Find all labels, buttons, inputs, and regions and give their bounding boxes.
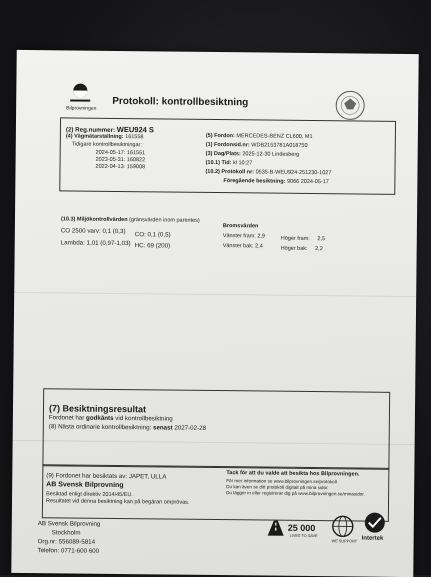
seal-icon xyxy=(334,89,366,121)
thanks-line: Du lägger in eller registrerar dig på www.bilprovningen.se/minasidor. xyxy=(226,490,365,496)
odometer-value: 161558 xyxy=(125,134,143,140)
hc-row xyxy=(135,242,171,249)
previous-inspections-label: Tidigare kontrollbesiktningar: xyxy=(72,141,142,148)
footer-company: AB Svensk Bilprovning xyxy=(38,520,101,528)
inspection-protocol-sheet xyxy=(11,50,418,577)
footer-phone: Telefon: 0771-600 600 xyxy=(37,547,99,555)
date-value: 2025-12-30 Lindesberg xyxy=(242,151,299,158)
thanks-title: Tack för att du valde att besikta hos Bilprovningen. xyxy=(226,470,359,477)
reg-label: (2) Reg.nummer: xyxy=(66,126,115,134)
result-pre: Fordonet har xyxy=(49,414,85,421)
brake-rear-left-label: Vänster bak: xyxy=(223,243,254,249)
vin-label: (1) Fordonsid.nr: xyxy=(206,142,250,148)
brake-front-left-row xyxy=(223,233,265,239)
odometer-row xyxy=(66,133,144,140)
previous-inspection-ref-row xyxy=(223,178,329,185)
road-icon xyxy=(266,519,286,537)
lambda-row xyxy=(61,239,131,247)
thanks-line: Du kan även se ditt protokoll digitalt på mina sidor. xyxy=(226,484,328,490)
intertek-icon xyxy=(364,512,386,534)
we-support-text: WE SUPPORT xyxy=(332,539,358,543)
vehicle-model-value: MERCEDES-BENZ CL600, M1 xyxy=(236,133,312,140)
time-value: kl 10:27 xyxy=(233,160,252,166)
intertek-text: Intertek xyxy=(362,536,384,542)
previous-inspection-ref-label: Föregående besiktning: xyxy=(223,178,285,185)
badge-sub: LIVES TO SAVE xyxy=(290,534,318,538)
hc-label: HC: xyxy=(135,242,146,249)
vehicle-model-row xyxy=(206,133,313,140)
emissions-title-suffix: (gränsvärden inom parentes) xyxy=(129,217,200,224)
result-approved-row xyxy=(49,414,173,422)
fold-line xyxy=(14,292,416,297)
lambda-label: Lambda: xyxy=(61,239,85,246)
reg-value: WEU924 S xyxy=(117,125,154,134)
protocol-value: 0535-B-WEU924-251230-1027 xyxy=(256,169,332,176)
emissions-title xyxy=(61,216,200,223)
time-label: (10.1) Tid: xyxy=(206,160,232,166)
brake-front-right-value: 2,5 xyxy=(317,236,325,242)
brake-front-left-value: 2,9 xyxy=(257,233,265,239)
vin-value: WDB2153781A018750 xyxy=(251,142,307,149)
inspector-row xyxy=(46,472,166,480)
date-label: (3) Dag/Plats: xyxy=(206,151,241,157)
brake-rear-right-value: 2,2 xyxy=(315,246,323,252)
road-safety-badge xyxy=(266,519,286,542)
result-post: vid kontrollbesiktning xyxy=(115,415,173,423)
emissions-title-text: (10.3) Miljökontrollvärden xyxy=(61,216,128,223)
previous-inspection-row: 2023-05-31: 160822 xyxy=(96,157,146,164)
brake-front-right-label: Höger fram: xyxy=(281,236,310,242)
previous-inspection-row: 2022-04-13: 159008 xyxy=(95,164,145,171)
result-approved: godkänts xyxy=(86,415,114,422)
inspector-value: JAPET, ULLA xyxy=(129,473,167,480)
co-value: 0,1 (0,5) xyxy=(148,231,171,238)
brake-rear-right-label: Höger bak: xyxy=(281,246,308,252)
vin-row xyxy=(206,142,308,149)
previous-inspection-ref-value: 9066 2024-05-17 xyxy=(287,179,329,185)
inspector-label: (9) Fordonet har besiktats av: xyxy=(46,472,127,480)
previous-inspection-row: 2024-05-17: 161551 xyxy=(96,150,146,157)
next-inspection-label: (8) Nästa ordinarie kontrollbesiktning: xyxy=(49,423,152,431)
co-label: CO: xyxy=(135,231,146,238)
lambda-value: 1,01 (0,97-1,03) xyxy=(87,240,131,247)
directive-text: Besiktad enligt direktiv 2014/45/EU. xyxy=(46,491,133,498)
inspection-company: AB Svensk Bilprovning xyxy=(46,481,123,489)
hc-value: 69 (200) xyxy=(147,242,170,249)
logo-text: Bilprovningen xyxy=(66,105,96,111)
brake-front-right-row xyxy=(281,236,325,242)
appeal-text: Resultatet vid denna besiktning kan på begäran omprövas. xyxy=(46,498,189,506)
protocol-label: (10.2) Protokoll nr: xyxy=(205,169,254,176)
co-rpm-row xyxy=(61,227,126,235)
brake-rear-right-row xyxy=(281,246,323,252)
co-rpm-label: CO 2500 varv: xyxy=(61,227,101,234)
brake-rear-left-row xyxy=(223,243,263,249)
page-title: Protokoll: kontrollbesiktning xyxy=(112,96,248,108)
odometer-label: (4) Vägmätarställning: xyxy=(66,133,124,140)
brake-front-left-label: Vänster fram: xyxy=(223,233,256,239)
result-title-text: (7) Besiktningsresultat xyxy=(49,403,146,414)
co-row xyxy=(135,231,171,238)
footer-org: Org.nr: 556089-5814 xyxy=(38,538,96,546)
badge-number: 25 000 xyxy=(288,523,316,533)
date-place-row xyxy=(206,151,300,158)
co-rpm-value: 0,1 (0,3) xyxy=(102,228,125,235)
time-row xyxy=(206,160,253,166)
globe-icon xyxy=(332,515,354,537)
next-inspection-date: 2027-02-28 xyxy=(174,425,206,432)
brake-rear-left-value: 2,4 xyxy=(255,243,263,249)
thanks-line: För mer information se www.bilprovningen.se/protokoll xyxy=(226,478,337,484)
next-inspection-latest: senast xyxy=(153,424,173,431)
vehicle-model-label: (5) Fordon: xyxy=(206,133,235,139)
logo-icon xyxy=(68,82,92,104)
footer-city: Stockholm xyxy=(52,529,81,536)
brakes-title: Bromsvärden xyxy=(223,223,259,229)
